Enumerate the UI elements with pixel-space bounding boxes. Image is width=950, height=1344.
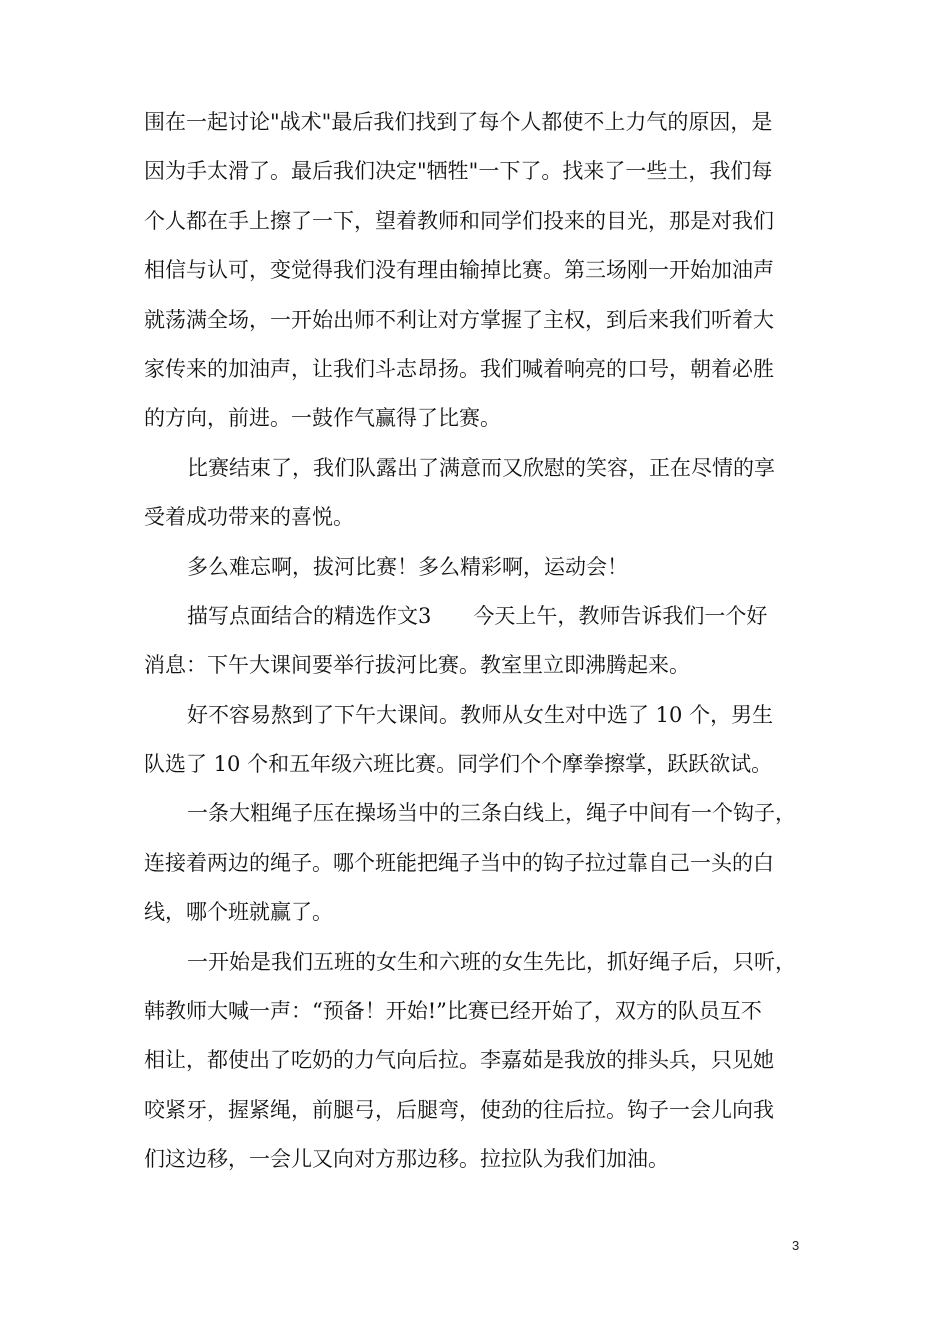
text-line: 一开始是我们五班的女生和六班的女生先比，抓好绳子后，只听， bbox=[187, 949, 796, 974]
text-line: 相让，都使出了吃奶的力气向后拉。李嘉茹是我放的排头兵，只见她 bbox=[144, 1048, 774, 1073]
text-line: 描写点面结合的精选作文3 今天上午，教师告诉我们一个好 bbox=[187, 603, 768, 628]
text-line: 们这边移，一会儿又向对方那边移。拉拉队为我们加油。 bbox=[144, 1147, 669, 1172]
text-line: 连接着两边的绳子。哪个班能把绳子当中的钩子拉过靠自己一头的白 bbox=[144, 850, 774, 875]
page-number: 3 bbox=[792, 1238, 800, 1253]
text-line: 咬紧牙，握紧绳，前腿弓，后腿弯，使劲的往后拉。钩子一会儿向我 bbox=[144, 1097, 774, 1122]
text-line: 线，哪个班就赢了。 bbox=[144, 900, 333, 925]
text-line: 就荡满全场，一开始出师不利让对方掌握了主权，到后来我们听着大 bbox=[144, 307, 774, 332]
text-line: 因为手太滑了。最后我们决定"牺牲"一下了。找来了一些土，我们每 bbox=[144, 159, 773, 184]
text-line: 多么难忘啊，拔河比赛！多么精彩啊，运动会！ bbox=[187, 554, 628, 579]
text-line: 队选了 10 个和五年级六班比赛。同学们个个摩拳擦掌，跃跃欲试。 bbox=[144, 752, 773, 777]
text-line: 受着成功带来的喜悦。 bbox=[144, 505, 354, 530]
text-line: 消息：下午大课间要举行拔河比赛。教室里立即沸腾起来。 bbox=[144, 653, 690, 678]
text-line: 韩教师大喊一声：“预备！开始!”比赛已经开始了，双方的队员互不 bbox=[144, 999, 762, 1024]
text-line: 一条大粗绳子压在操场当中的三条白线上，绳子中间有一个钩子， bbox=[187, 801, 796, 826]
text-line: 好不容易熬到了下午大课间。教师从女生对中选了 10 个，男生 bbox=[187, 702, 774, 727]
text-line: 相信与认可，变觉得我们没有理由输掉比赛。第三场刚一开始加油声 bbox=[144, 258, 774, 283]
document-body bbox=[144, 98, 820, 1185]
text-line: 围在一起讨论"战术"最后我们找到了每个人都使不上力气的原因，是 bbox=[144, 110, 773, 134]
text-line: 的方向，前进。一鼓作气赢得了比赛。 bbox=[144, 406, 501, 431]
text-line: 比赛结束了，我们队露出了满意而又欣慰的笑容，正在尽情的享 bbox=[187, 455, 775, 480]
text-line: 个人都在手上擦了一下，望着教师和同学们投来的目光，那是对我们 bbox=[144, 208, 774, 233]
text-line: 家传来的加油声，让我们斗志昂扬。我们喊着响亮的口号，朝着必胜 bbox=[144, 356, 774, 381]
